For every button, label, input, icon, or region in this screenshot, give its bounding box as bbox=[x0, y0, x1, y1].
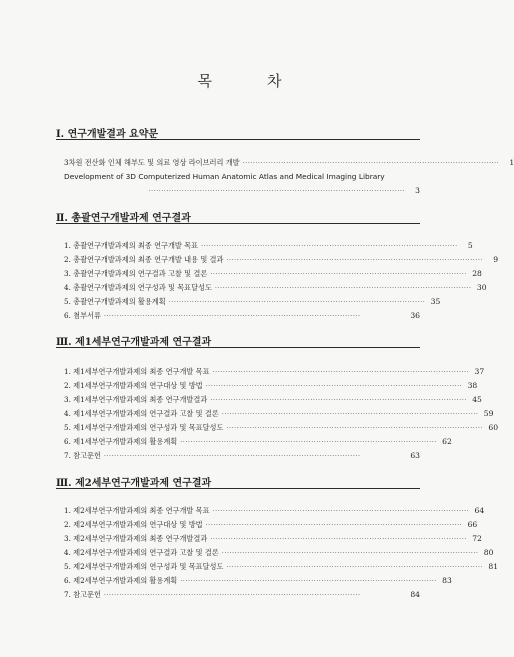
leader-dots: ···································································································· bbox=[205, 521, 463, 529]
toc-entry[interactable] bbox=[64, 505, 485, 517]
toc-entry-label: 5. 제2세부연구개발과제의 연구성과 및 목표달성도 bbox=[64, 562, 224, 571]
leader-dots: ···································································································· bbox=[214, 284, 472, 292]
toc-entry[interactable] bbox=[64, 575, 452, 587]
toc-entry-label: 3. 제2세부연구개발과제의 최종 연구개발결과 bbox=[64, 534, 208, 543]
leader-dots: ···································································································· bbox=[205, 382, 463, 390]
toc-entry-label: 2. 제2세부연구개발과제의 연구대상 및 방법 bbox=[64, 520, 203, 529]
toc-page-number: 45 bbox=[472, 395, 482, 404]
toc-entry[interactable] bbox=[64, 171, 420, 183]
toc-entry-label: 5. 총괄연구개발과제의 활용계획 bbox=[64, 297, 166, 306]
toc-entry[interactable] bbox=[64, 436, 452, 448]
section-divider bbox=[56, 139, 420, 140]
leader-dots: ···································································································· bbox=[212, 507, 470, 515]
toc-entry[interactable] bbox=[64, 157, 514, 169]
leader-dots: ···································································································· bbox=[242, 159, 500, 167]
toc-page-number: 38 bbox=[467, 381, 478, 390]
toc-page-number: 9 bbox=[493, 255, 499, 264]
leader-dots: ···································································································· bbox=[226, 424, 484, 432]
toc-entry-label: 4. 총괄연구개발과제의 연구성과 및 목표달성도 bbox=[64, 283, 212, 292]
leader-dots: ···································································································· bbox=[226, 256, 484, 264]
toc-page-number: 36 bbox=[410, 311, 420, 320]
leader-dots: ···································································································· bbox=[148, 187, 405, 195]
toc-page-number: 1 bbox=[509, 158, 514, 167]
toc-entry-label: 2. 총괄연구개발과제의 최종 연구개발 내용 및 결과 bbox=[64, 255, 224, 264]
toc-page-number: 72 bbox=[472, 534, 482, 543]
toc-page-number: 63 bbox=[410, 451, 420, 460]
toc-page-number: 3 bbox=[415, 186, 420, 195]
toc-entry-label: 7. 참고문헌 bbox=[64, 451, 101, 460]
toc-entry[interactable] bbox=[64, 547, 494, 559]
toc-entry-label: 3. 제1세부연구개발과제의 최종 연구개발결과 bbox=[64, 395, 208, 404]
toc-page-number: 64 bbox=[474, 506, 485, 515]
leader-dots: ···································································································· bbox=[103, 312, 361, 320]
toc-entry[interactable] bbox=[64, 589, 420, 601]
toc-entry-label: 1. 제1세부연구개발과제의 최종 연구개발 목표 bbox=[64, 367, 210, 376]
toc-entry[interactable] bbox=[64, 296, 441, 308]
toc-page-number: 5 bbox=[467, 241, 473, 250]
toc-entry[interactable] bbox=[64, 254, 499, 266]
toc-entry-label: 5. 제1세부연구개발과제의 연구성과 및 목표달성도 bbox=[64, 423, 224, 432]
toc-entry-label: 6. 첨부서류 bbox=[64, 311, 101, 320]
section-divider bbox=[56, 347, 420, 348]
leader-dots: ···································································································· bbox=[210, 396, 467, 404]
toc-entry-label: 6. 제2세부연구개발과제의 활용계획 bbox=[64, 576, 178, 585]
toc-page-number: 83 bbox=[442, 576, 452, 585]
leader-dots: ···································································································· bbox=[210, 270, 467, 278]
toc-page-number: 28 bbox=[472, 269, 482, 278]
toc-entry-label: 4. 제2세부연구개발과제의 연구결과 고찰 및 결론 bbox=[64, 548, 219, 557]
title-char-2: 차 bbox=[267, 72, 283, 90]
leader-dots: ···································································································· bbox=[168, 298, 426, 306]
toc-entry[interactable] bbox=[64, 268, 482, 280]
toc-entry-label: 3차원 전산화 인체 해부도 및 의료 영상 라이브러리 개발 bbox=[64, 158, 240, 167]
toc-entry[interactable] bbox=[64, 519, 478, 531]
toc-page-number: 59 bbox=[483, 409, 494, 418]
section-divider bbox=[56, 223, 420, 224]
toc-entry-label: 1. 제2세부연구개발과제의 최종 연구개발 목표 bbox=[64, 506, 210, 515]
leader-dots: ···································································································· bbox=[210, 535, 467, 543]
toc-entry[interactable] bbox=[64, 408, 494, 420]
toc-entry[interactable] bbox=[64, 533, 482, 545]
toc-page-number: 66 bbox=[467, 520, 478, 529]
toc-page-number: 62 bbox=[442, 437, 452, 446]
toc-entry-label: 6. 제1세부연구개발과제의 활용계획 bbox=[64, 437, 178, 446]
toc-entry-label: 4. 제1세부연구개발과제의 연구결과 고찰 및 결론 bbox=[64, 409, 219, 418]
toc-entry-label: 7. 참고문헌 bbox=[64, 590, 101, 599]
leader-dots: ···································································································· bbox=[221, 549, 479, 557]
section-heading: Ⅲ. 제2세부연구개발과제 연구결과 bbox=[56, 478, 212, 489]
leader-dots: ···································································································· bbox=[103, 452, 361, 460]
leader-dots: ···································································································· bbox=[103, 591, 361, 599]
toc-entry[interactable] bbox=[64, 240, 473, 252]
toc-entry[interactable] bbox=[64, 282, 487, 294]
toc-entry-label: 2. 제1세부연구개발과제의 연구대상 및 방법 bbox=[64, 381, 203, 390]
toc-entry[interactable] bbox=[64, 561, 499, 573]
toc-entry-label: Development of 3D Computerized Human Anatomic Atlas and Medical Imaging Library bbox=[64, 172, 385, 181]
toc-entry[interactable] bbox=[64, 310, 420, 322]
toc-page-number: 80 bbox=[483, 548, 494, 557]
toc-page-number: 35 bbox=[430, 297, 441, 306]
section-heading: Ⅲ. 제1세부연구개발과제 연구결과 bbox=[56, 337, 212, 348]
toc-entry-label: 1. 총괄연구개발과제의 최종 연구개발 목표 bbox=[64, 241, 199, 250]
toc-entry[interactable] bbox=[64, 185, 420, 197]
leader-dots: ···································································································· bbox=[221, 410, 479, 418]
toc-page-number: 81 bbox=[488, 562, 499, 571]
leader-dots: ···································································································· bbox=[201, 242, 458, 250]
page-title bbox=[0, 70, 480, 91]
section-heading: Ⅰ. 연구개발결과 요약문 bbox=[56, 129, 159, 140]
toc-entry[interactable] bbox=[64, 394, 482, 406]
toc-page-number: 30 bbox=[476, 283, 487, 292]
leader-dots: ···································································································· bbox=[226, 563, 484, 571]
section-divider bbox=[56, 488, 420, 489]
toc-page-number: 37 bbox=[474, 367, 485, 376]
leader-dots: ···································································································· bbox=[212, 368, 470, 376]
section-heading: Ⅱ. 총괄연구개발과제 연구결과 bbox=[56, 213, 191, 224]
toc-entry[interactable] bbox=[64, 380, 478, 392]
toc-entry[interactable] bbox=[64, 422, 499, 434]
title-char-1: 목 bbox=[197, 72, 213, 90]
toc-entry[interactable] bbox=[64, 366, 485, 378]
toc-page-number: 84 bbox=[410, 590, 420, 599]
leader-dots: ···································································································· bbox=[180, 438, 437, 446]
leader-dots: ···································································································· bbox=[180, 577, 437, 585]
toc-page-number: 60 bbox=[488, 423, 499, 432]
toc-entry[interactable] bbox=[64, 450, 420, 462]
toc-entry-label: 3. 총괄연구개발과제의 연구결과 고찰 및 결론 bbox=[64, 269, 208, 278]
